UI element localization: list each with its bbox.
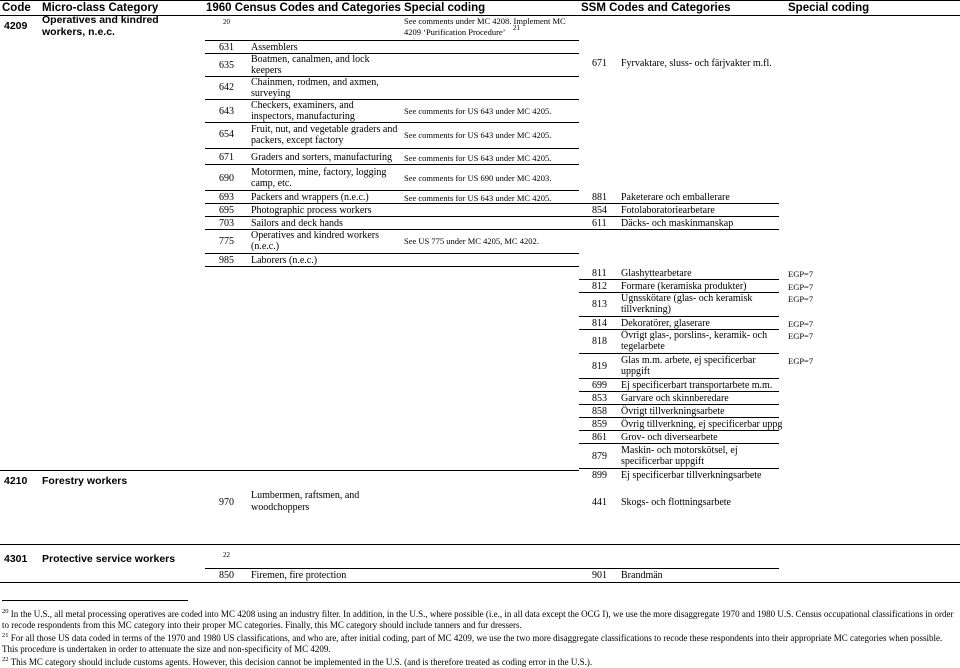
census-code: 693: [219, 192, 234, 203]
group-label: Forestry workers: [42, 475, 128, 487]
ssm-label: Övrig tillverkning, ej specificerbar uppg: [621, 419, 783, 430]
ssm-code: 814: [592, 318, 607, 329]
census-label: Graders and sorters, manufacturing: [251, 152, 393, 163]
row-divider: [205, 203, 579, 204]
footnote-ref: 20: [223, 18, 230, 26]
ssm-label: Skogs- och flottningsarbete: [621, 497, 731, 508]
footnote-number: 20: [2, 608, 9, 615]
ssm-code: 819: [592, 361, 607, 372]
census-code: 703: [219, 218, 234, 229]
census-label: Operatives and kindred workers: [251, 230, 380, 241]
row-divider: [579, 430, 779, 431]
census-label-line2: surveying: [251, 88, 291, 99]
group-label: Operatives and kindred: [42, 14, 159, 26]
row-divider: [205, 216, 779, 217]
row-divider: [205, 266, 579, 267]
group-divider: [0, 544, 960, 545]
ssm-label: Däcks- och maskinmanskap: [621, 218, 734, 229]
ssm-code: 818: [592, 336, 607, 347]
ssm-code: 854: [592, 205, 607, 216]
footnote-separator: [2, 600, 188, 601]
census-code: 654: [219, 129, 234, 140]
ssm-code: 611: [592, 218, 607, 229]
census-code: 631: [219, 42, 234, 53]
ssm-code: 901: [592, 570, 607, 581]
ssm-label: Glas m.m. arbete, ej specificerbar: [621, 355, 756, 366]
footnote-number: 21: [2, 632, 9, 639]
ssm-label-line2: specificerbar uppgift: [621, 456, 705, 467]
special-note: EGP=7: [788, 282, 814, 292]
row-divider: [205, 568, 779, 569]
group-code: 4301: [4, 553, 28, 565]
special-note: EGP=7: [788, 356, 814, 366]
row-divider: [579, 391, 779, 392]
row-divider: [579, 404, 779, 405]
census-label-line2: packers, except factory: [251, 135, 344, 146]
special-note: See comments for US 643 under MC 4205.: [404, 130, 552, 140]
row-divider: [205, 190, 579, 191]
ssm-code: 441: [592, 497, 607, 508]
ssm-label: Ugnsskötare (glas- och keramisk: [621, 293, 753, 304]
row-divider: [579, 378, 779, 379]
ssm-code: 858: [592, 406, 607, 417]
header-census: 1960 Census Codes and Categories: [206, 2, 401, 14]
census-label-line2: woodchoppers: [251, 502, 310, 513]
ssm-label: Formare (keramiska produkter): [621, 281, 747, 292]
census-code: 690: [219, 173, 234, 184]
group-code: 4209: [4, 20, 28, 32]
census-label: Boatmen, canalmen, and lock: [251, 54, 370, 65]
census-label: Photographic process workers: [251, 205, 372, 216]
ssm-label-line2: tegelarbete: [621, 341, 665, 352]
census-label-line2: keepers: [251, 65, 282, 76]
ssm-label: Ej specificerbar tillverkningsarbete: [621, 470, 762, 481]
census-label: Lumbermen, raftsmen, and: [251, 490, 360, 501]
census-label: Assemblers: [251, 42, 298, 53]
row-divider: [205, 148, 579, 149]
table-bottom-rule: [0, 582, 960, 583]
census-label: Chainmen, rodmen, and axmen,: [251, 77, 379, 88]
header-micro-class: Micro-class Category: [42, 2, 159, 14]
census-code: 643: [219, 106, 234, 117]
census-code: 635: [219, 60, 234, 71]
ssm-code: 811: [592, 268, 607, 279]
row-divider: [579, 316, 779, 317]
census-label: Sailors and deck hands: [251, 218, 343, 229]
row-divider: [205, 122, 579, 123]
row-divider: [579, 279, 779, 280]
special-note: See comments under MC 4208. Implement MC: [404, 16, 566, 26]
special-note-line2: 4209 ‘Purification Procedure’: [404, 27, 506, 37]
footnote-ref: 22: [223, 551, 230, 559]
header-special-coding-2: Special coding: [788, 2, 870, 14]
row-divider: [205, 40, 579, 41]
census-code: 695: [219, 205, 234, 216]
special-note: EGP=7: [788, 331, 814, 341]
ssm-code: 699: [592, 380, 607, 391]
ssm-label: Dekoratörer, glaserare: [621, 318, 710, 329]
census-label: Motormen, mine, factory, logging: [251, 167, 387, 178]
header-code: Code: [2, 2, 31, 14]
footnote: [2, 606, 958, 631]
census-label-line2: inspectors, manufacturing: [251, 111, 355, 122]
census-label: Checkers, examiners, and: [251, 100, 354, 111]
group-label: Protective service workers: [42, 553, 176, 565]
footnote-ref: 21: [513, 24, 520, 32]
footnote-number: 22: [2, 656, 9, 663]
footnote: [2, 630, 958, 655]
footnote-text: In the U.S., all metal processing operatives are coded into MC 4208 using an industry filter. In addition, in the U.S., where possible (i.e., in all data except the OCG I), we use the more disaggregate 1970 and 1980 U.S. Census occupational classifications in order to recode respondents from this MC category into their proper MC categories. Finally, this MC category should include tanners and fur dressers.: [2, 609, 954, 630]
census-label-line2: (n.e.c.): [251, 241, 280, 252]
row-divider: [579, 443, 779, 444]
ssm-label-line2: uppgift: [621, 366, 650, 377]
census-code: 850: [219, 570, 234, 581]
group-divider: [0, 470, 579, 471]
census-code: 985: [219, 255, 234, 266]
row-divider: [579, 468, 779, 469]
special-note: See comments for US 643 under MC 4205.: [404, 153, 552, 163]
census-label: Fruit, nut, and vegetable graders and: [251, 124, 398, 135]
row-divider: [205, 253, 579, 254]
census-label-line2: camp, etc.: [251, 178, 292, 189]
ssm-label: Paketerare och emballerare: [621, 192, 730, 203]
ssm-label: Maskin- och motorskötsel, ej: [621, 445, 738, 456]
ssm-label: Grov- och diversearbete: [621, 432, 718, 443]
special-note: EGP=7: [788, 269, 814, 279]
ssm-code: 859: [592, 419, 607, 430]
census-code: 642: [219, 82, 234, 93]
row-divider: [579, 417, 779, 418]
row-divider: [205, 164, 579, 165]
footnote-text: This MC category should include customs agents. However, this decision cannot be implemented in the U.S. (and is therefore treated as coding error in the U.S.).: [8, 657, 593, 667]
footnote-text: For all those US data coded in terms of the 1970 and 1980 US classifications, and who are, after initial coding, part of MC 4209, we use the two more disaggregate classifications to recode these respondents into their appropriate MC categories when possible. This procedure is undertaken in order to attenuate the size and non-specificity of MC 4209.: [2, 633, 943, 654]
ssm-label: Garvare och skinnberedare: [621, 393, 729, 404]
census-label: Laborers (n.e.c.): [251, 255, 318, 266]
special-note: See comments for US 643 under MC 4205.: [404, 193, 552, 203]
special-note: EGP=7: [788, 319, 814, 329]
ssm-label: Fyrvaktare, sluss- och färjvakter m.fl.: [621, 58, 772, 69]
special-note: See comments for US 690 under MC 4203.: [404, 173, 552, 183]
special-note: See US 775 under MC 4205, MC 4202.: [404, 236, 539, 246]
group-label-line2: workers, n.e.c.: [42, 26, 115, 38]
ssm-label-line2: tillverkning): [621, 304, 671, 315]
special-note: EGP=7: [788, 294, 814, 304]
census-code: 775: [219, 236, 234, 247]
ssm-label: Övrigt tillverkningsarbete: [621, 406, 725, 417]
ssm-label: Övrigt glas-, porslins-, keramik- och: [621, 330, 768, 341]
ssm-code: 812: [592, 281, 607, 292]
ssm-label: Fotolaboratoriearbetare: [621, 205, 715, 216]
ssm-code: 899: [592, 470, 607, 481]
header-ssm: SSM Codes and Categories: [581, 2, 731, 14]
row-divider: [579, 203, 779, 204]
ssm-code: 881: [592, 192, 607, 203]
ssm-code: 813: [592, 299, 607, 310]
ssm-code: 861: [592, 432, 607, 443]
ssm-code: 853: [592, 393, 607, 404]
ssm-code: 879: [592, 451, 607, 462]
ssm-code: 671: [592, 58, 607, 69]
special-note: See comments for US 643 under MC 4205.: [404, 106, 552, 116]
census-label: Packers and wrappers (n.e.c.): [251, 192, 369, 203]
header-special-coding: Special coding: [404, 2, 486, 14]
ssm-label: Brandmän: [621, 570, 663, 581]
ssm-label: Ej specificerbart transportarbete m.m.: [621, 380, 773, 391]
ssm-label: Glashyttearbetare: [621, 268, 692, 279]
group-code: 4210: [4, 475, 28, 487]
census-label: Firemen, fire protection: [251, 570, 347, 581]
census-code: 970: [219, 497, 234, 508]
census-code: 671: [219, 152, 234, 163]
row-divider: [579, 353, 779, 354]
